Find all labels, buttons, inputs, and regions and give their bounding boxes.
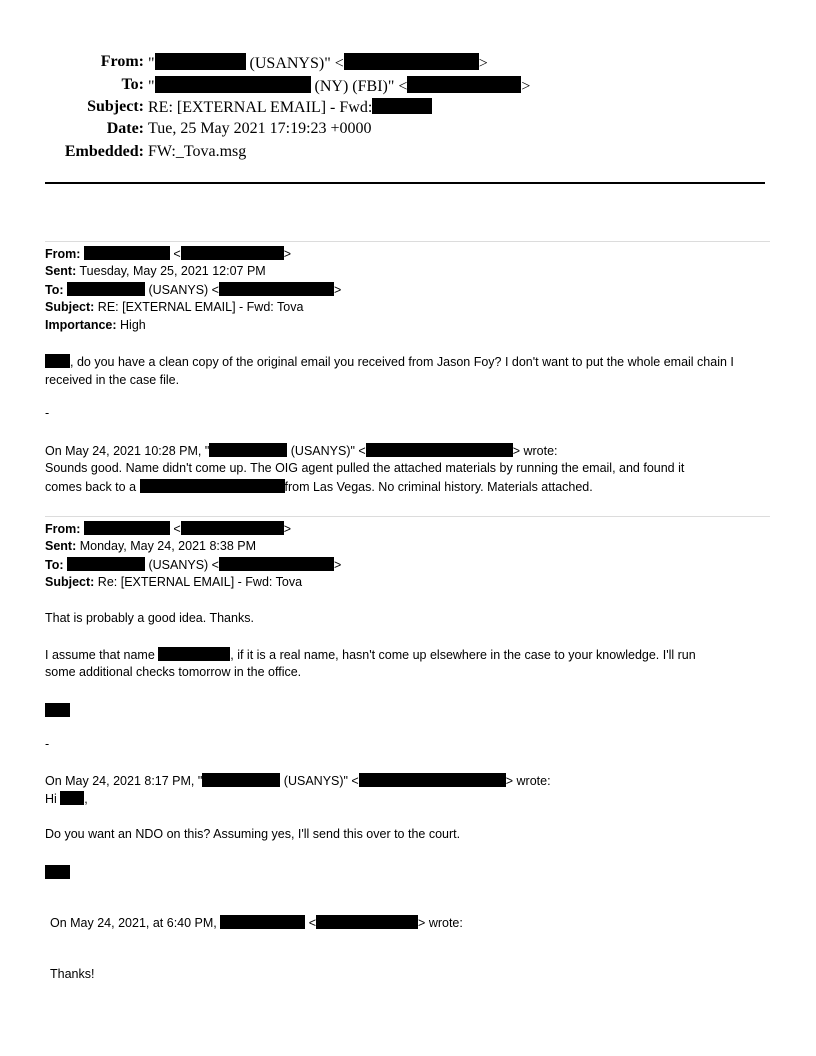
quote-attribution-a: On May 24, 2021 8:17 PM, " (45, 774, 203, 788)
quote-body-2a: comes back to a (45, 480, 137, 494)
msg1-body-paragraph (45, 353, 760, 389)
msg1-subject-label: Subject: (45, 300, 95, 314)
redaction-block (359, 773, 506, 787)
msg1-importance-value: High (120, 318, 146, 332)
msg2-subject-row (45, 575, 302, 589)
msg2-to-label: To: (45, 558, 64, 572)
greeting-hi: Hi (45, 792, 57, 806)
header-subject-row (0, 98, 816, 118)
msg1-to-label: To: (45, 283, 64, 297)
msg2-sent-label: Sent: (45, 539, 77, 553)
header-embedded-value: FW:_Tova.msg (148, 143, 247, 160)
msg2-body-p1: That is probably a good idea. Thanks. (45, 611, 254, 625)
msg1-quote-body-1: Sounds good. Name didn't come up. The OIG agent pulled the attached materials by running the email, and found it (45, 461, 685, 475)
header-subject-text: RE: [EXTERNAL EMAIL] - Fwd: (148, 99, 373, 116)
gt: > (283, 522, 292, 536)
msg2-body-p2-line1 (45, 647, 696, 662)
redaction-block (344, 53, 479, 70)
msg2-body-p2b: , if it is a real name, hasn't come up elsewhere in the case to your knowledge. I'll run (230, 648, 696, 662)
header-date-row (0, 120, 816, 140)
msg1-to-suffix: (USANYS) < (148, 283, 219, 297)
msg1-body-text: , do you have a clean copy of the original email you received from Jason Foy? I don't want to put the whole email chain I received in the case file. (45, 355, 734, 387)
redaction-block (84, 246, 170, 260)
header-from-label: From: (100, 53, 144, 70)
gt: > (334, 283, 342, 297)
header-subject-label: Subject: (87, 98, 144, 115)
redaction-block (181, 521, 284, 535)
msg1-from-label: From: (45, 247, 81, 261)
redaction-block (60, 791, 84, 805)
signature-redaction (45, 865, 70, 879)
msg2-greeting (45, 791, 88, 806)
msg1-quote-body-2 (45, 479, 593, 494)
msg2-to-row (45, 557, 341, 572)
to-close: > (521, 78, 531, 95)
msg1-importance-label: Importance: (45, 318, 117, 332)
msg2-ndo-line: Do you want an NDO on this? Assuming yes, I'll send this over to the court. (45, 827, 461, 841)
msg1-to-row (45, 282, 341, 297)
msg1-dash: - (45, 406, 50, 420)
msg1-subject-value: RE: [EXTERNAL EMAIL] - Fwd: Tova (97, 300, 304, 314)
quote-attribution-b: (USANYS)" < (283, 774, 359, 788)
header-to-row (0, 76, 816, 96)
redaction-block (158, 647, 230, 661)
quote-attribution-c: > wrote: (505, 774, 551, 788)
redaction-block (366, 443, 513, 457)
msg2-body-p2-line2: some additional checks tomorrow in the office. (45, 665, 302, 679)
redaction-block (220, 915, 305, 929)
nested-attribution-c: > wrote: (418, 916, 463, 930)
redaction-block (45, 354, 70, 368)
msg2-sent-value: Monday, May 24, 2021 8:38 PM (79, 539, 256, 553)
redaction-block (155, 76, 311, 93)
nested-thanks: Thanks! (50, 967, 95, 981)
msg2-to-suffix: (USANYS) < (148, 558, 219, 572)
redaction-block (181, 246, 284, 260)
msg1-subject-row (45, 300, 303, 314)
lt: < (173, 522, 181, 536)
header-to-label: To: (121, 76, 144, 93)
quote-body-2b: from Las Vegas. No criminal history. Materials attached. (284, 480, 593, 494)
header-embedded-label: Embedded: (64, 143, 144, 160)
msg1-from-row (45, 246, 291, 261)
nested-attribution-b: < (308, 916, 317, 930)
redaction-block (67, 557, 145, 571)
redaction-block (45, 703, 70, 717)
header-to-value (148, 76, 530, 96)
gt: > (334, 558, 342, 572)
quote-attribution-a: On May 24, 2021 10:28 PM, " (45, 444, 210, 458)
message-separator (45, 516, 770, 517)
header-from-row (0, 53, 816, 73)
nested-quote-header (50, 915, 463, 930)
quote-attribution-b: (USANYS)" < (290, 444, 366, 458)
header-embedded-row (0, 143, 816, 163)
header-date-value: Tue, 25 May 2021 17:19:23 +0000 (148, 120, 372, 137)
redaction-block (45, 865, 70, 879)
header-from-value (148, 53, 488, 73)
gt: > (283, 247, 292, 261)
msg1-sent-value: Tuesday, May 25, 2021 12:07 PM (79, 264, 266, 278)
redaction-block (219, 557, 334, 571)
redaction-block (316, 915, 418, 929)
msg2-body-p2a: I assume that name (45, 648, 155, 662)
to-quote: " (148, 78, 155, 95)
redaction-block (155, 53, 246, 70)
from-quote: " (148, 55, 155, 72)
nested-attribution-a: On May 24, 2021, at 6:40 PM, (50, 916, 217, 930)
redaction-block (209, 443, 287, 457)
redaction-block (140, 479, 285, 493)
msg2-sent-row (45, 539, 256, 553)
msg2-dash: - (45, 737, 50, 751)
redaction-block (67, 282, 145, 296)
header-date-label: Date: (106, 120, 144, 137)
lt: < (173, 247, 181, 261)
msg1-importance-row (45, 318, 146, 332)
msg1-sent-label: Sent: (45, 264, 77, 278)
redaction-block (372, 98, 432, 114)
msg1-quote-header (45, 443, 558, 458)
header-from-suffix: (USANYS)" < (249, 55, 344, 72)
msg2-subject-label: Subject: (45, 575, 95, 589)
quote-attribution-c: > wrote: (512, 444, 558, 458)
header-to-suffix: (NY) (FBI)" < (314, 78, 408, 95)
signature-redaction (45, 703, 70, 717)
redaction-block (219, 282, 334, 296)
msg2-from-row (45, 521, 291, 536)
message-separator (45, 241, 770, 242)
redaction-block (407, 76, 521, 93)
msg2-from-label: From: (45, 522, 81, 536)
msg2-quote-header (45, 773, 551, 788)
redaction-block (202, 773, 280, 787)
msg2-subject-value: Re: [EXTERNAL EMAIL] - Fwd: Tova (97, 575, 303, 589)
from-close: > (478, 55, 488, 72)
header-divider (45, 182, 765, 184)
msg1-sent-row (45, 264, 266, 278)
greeting-comma: , (84, 792, 88, 806)
header-subject-value (148, 98, 432, 117)
redaction-block (84, 521, 170, 535)
